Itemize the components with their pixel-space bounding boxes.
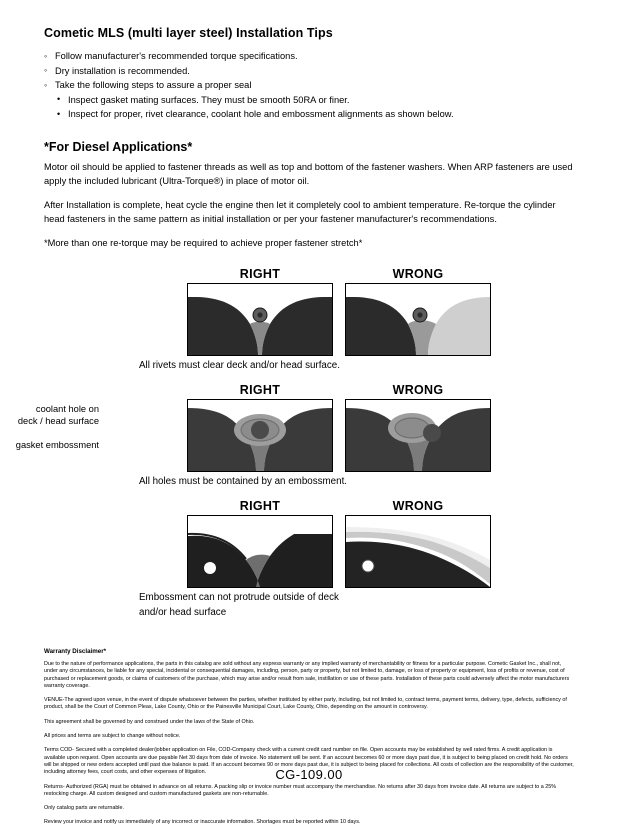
list-item: ◦ Take the following steps to assure a proper seal	[44, 78, 574, 93]
figure-label-wrong: WRONG	[392, 266, 444, 281]
warranty-paragraph: Due to the nature of performance applications, the parts in this catalog are sold without any express warranty or any implied warranty of merchantability or fitness for a particular purpose. Cometic Gasket Inc., shall not, under any circumstances, be liable for any special, incidental or consequential damages, including, person, party or property, but not limited to, damage, or loss of property or equipment, loss of profits or revenue, cost of purchased or replacement goods, or claims of customers of the purchase, which may arise and/or result from sale, instillation or use of these parts. Installation of these parts could adversely affect the motor manufacturers warranty coverage.	[44, 660, 570, 689]
figure-rivets-wrong	[345, 267, 491, 356]
figure-rivets-right	[187, 267, 333, 356]
list-item: ◦ Dry installation is recommended.	[44, 64, 574, 79]
warranty-paragraph: This agreement shall be governed by and construed under the laws of the State of Ohio.	[44, 718, 255, 725]
figure-caption-embossment-line2: and/or head surface	[139, 606, 227, 618]
figure-image-embossment-right	[187, 515, 333, 588]
figure-image-hole-wrong	[345, 399, 491, 472]
warranty-paragraph: Review your invoice and notify us immediately of any incorrect or inaccurate information. Shortages must be reported within 10 days.	[44, 819, 361, 826]
figure-row-embossment	[44, 499, 574, 588]
figure-caption-embossment-line1: Embossment can not protrude outside of deck	[139, 591, 339, 603]
warranty-paragraph: Terms COD- Secured with a completed dealer/jobber application on File, COD-Company check with a current credit card number on file. Open accounts may be established by well rated firms. A credit application is available upon request. Open accounts are due payable Net 30 days from date of invoice. No statement will be sent. If an account becomes 60 or more days past due, it is subject to being placed on credit hold. No orders will be shipped or new orders accepted until past due balance is paid. If an account becomes 90 or more days past due, it is subject to being placed for collections. All costs of collection are the responsibility of the customer, including attorney fees, court costs, and other expenses of litigation.	[44, 747, 574, 776]
warranty-paragraph: Only catalog parts are returnable.	[44, 805, 125, 812]
figure-row-holes-wrapper	[15, 382, 574, 472]
diesel-paragraph-1: Motor oil should be applied to fastener threads as well as top and bottom of the fastener washers. When ARP fasteners are used apply the included lubricant (Ultra-Torque®) in place of motor oil.	[44, 161, 573, 186]
figure-image-hole-right	[187, 399, 333, 472]
figures-section	[15, 266, 574, 618]
figure-label-wrong: WRONG	[392, 382, 444, 397]
figure-image-rivet-wrong	[345, 283, 491, 356]
diesel-paragraph-3: *More than one re-torque may be required to achieve proper fastener stretch*	[44, 238, 363, 249]
figure-label-right: RIGHT	[239, 382, 281, 397]
figure-embossment-wrong	[345, 499, 491, 588]
installation-tips-list	[44, 49, 574, 122]
annotation-gasket-embossment: gasket embossment	[15, 439, 99, 450]
figure-caption-holes: All holes must be contained by an embossment.	[139, 475, 348, 487]
figure-image-rivet-right	[187, 283, 333, 356]
annotation-coolant-hole-line2: deck / head surface	[17, 415, 99, 426]
diesel-paragraph-2: After Installation is complete, heat cycle the engine then let it completely cool to ambient temperature. Re-torque the cylinder head fasteners in the same pattern as initial installation or per your fastener manufacturer's recommendations.	[44, 200, 556, 224]
list-item: • Inspect for proper, rivet clearance, coolant hole and embossment alignments as shown below.	[44, 107, 574, 122]
figure-image-embossment-wrong	[345, 515, 491, 588]
warranty-paragraph: Returns- Authorized (RGA) must be obtained in advance on all returns. A packing slip or invoice number must accompany the merchandise. No returns after 30 days from invoice date. All returns are subject to a 25% restocking charge. All custom designed and custom manufactured gaskets are non-returnable.	[44, 783, 557, 797]
figure-label-right: RIGHT	[239, 498, 281, 513]
figure-embossment-right	[187, 499, 333, 588]
warranty-heading: Warranty Disclaimer*	[44, 647, 107, 655]
figure-holes-right	[187, 383, 333, 472]
figure-row-rivets	[44, 267, 574, 356]
warranty-paragraph: All prices and terms are subject to change without notice.	[44, 733, 181, 740]
warranty-paragraph: VENUE-The agreed upon venue, in the event of dispute whatsoever between the parties, whether instituted by either party, including, but not limited to, contract terms, payment terms, delivery, type, defects, sufficiency of product, shall be the Court of Common Pleas, Lake County, Ohio or the Painesville Municipal Court, Lake County, Ohio, depending on the amount in controversy.	[44, 697, 567, 711]
figure-caption-rivets: All rivets must clear deck and/or head surface.	[139, 359, 340, 371]
document-number: CG-109.00	[275, 767, 343, 782]
page-title: Cometic MLS (multi layer steel) Installation Tips	[44, 26, 333, 40]
figure-label-wrong: WRONG	[392, 498, 444, 513]
diesel-applications-heading: *For Diesel Applications*	[44, 139, 193, 154]
figure-holes-wrong	[345, 383, 491, 472]
annotation-coolant-hole-line1: coolant hole on	[35, 403, 99, 414]
list-item: ◦ Follow manufacturer's recommended torque specifications.	[44, 49, 574, 64]
figure-row-holes	[44, 383, 574, 472]
list-item: • Inspect gasket mating surfaces. They must be smooth 50RA or finer.	[44, 93, 574, 108]
figure-label-right: RIGHT	[239, 266, 281, 281]
